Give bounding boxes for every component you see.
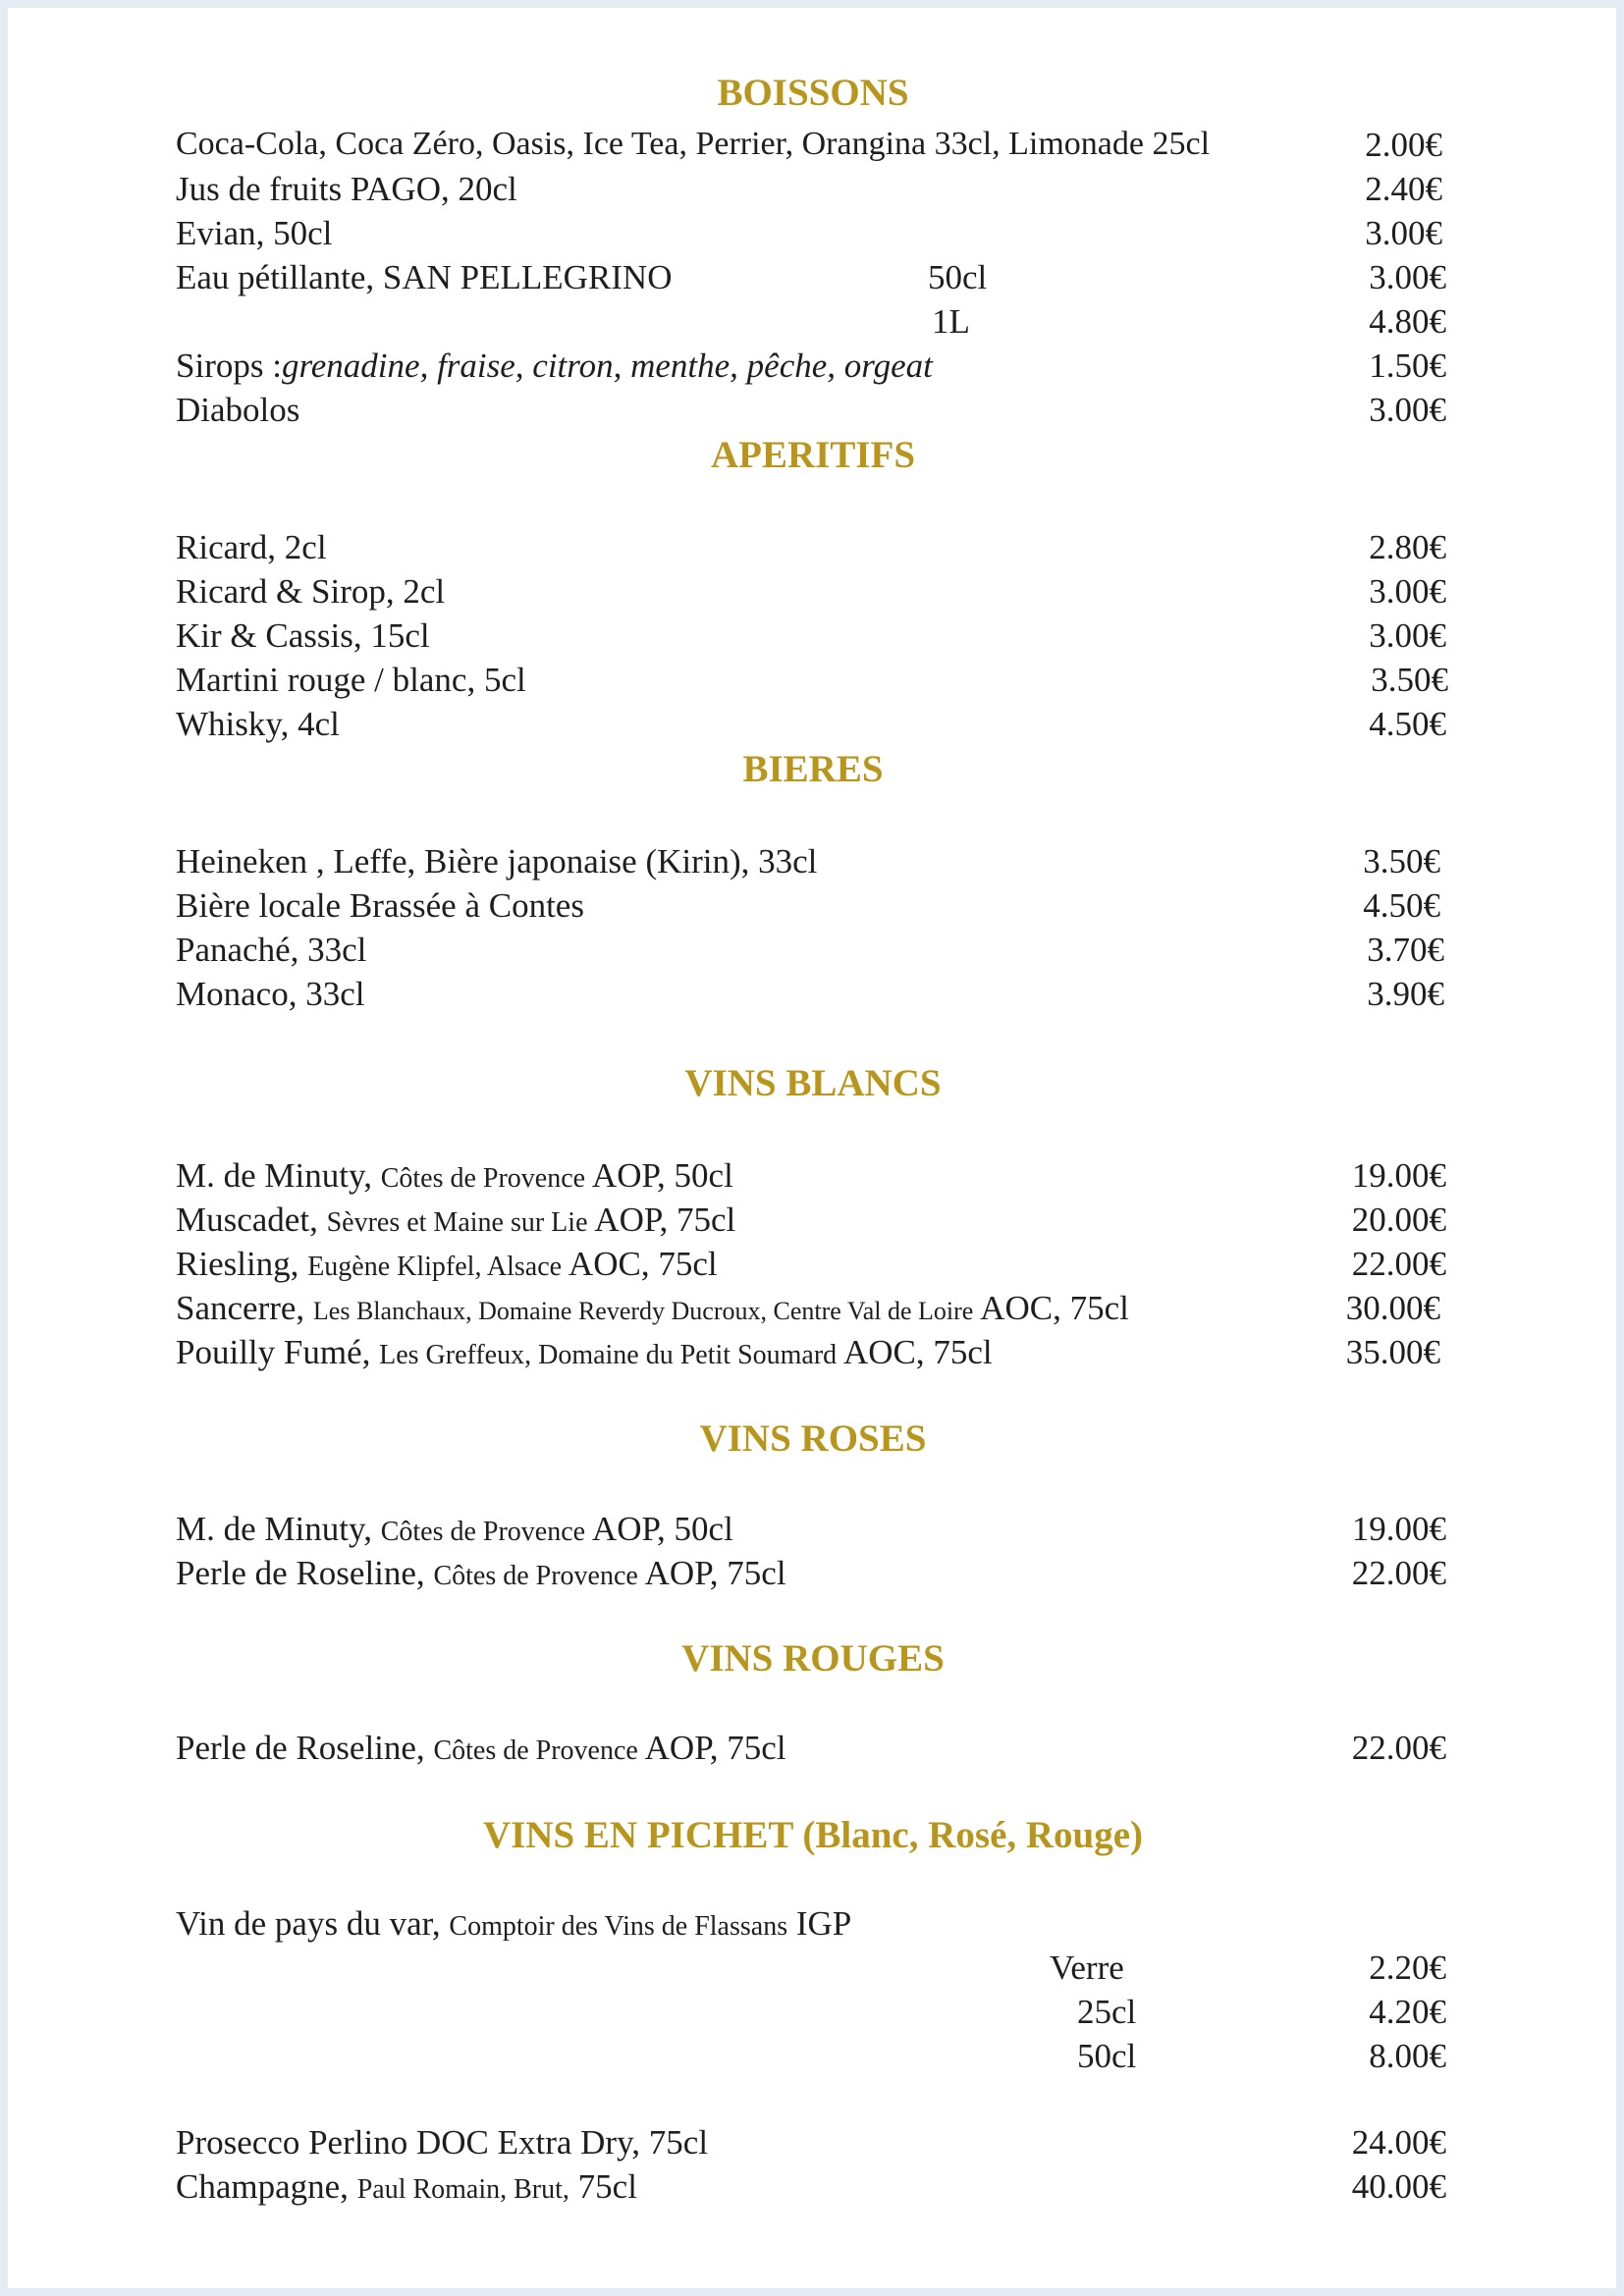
menu-item-price: 4.80€ [1369, 302, 1446, 341]
wine-name: Riesling, [176, 1245, 299, 1283]
menu-item-price: 3.00€ [1369, 616, 1446, 655]
menu-item-volume: 50cl [928, 258, 988, 296]
menu-item-price: 4.20€ [1369, 1993, 1446, 2031]
menu-item-vin-pays [176, 1906, 851, 1941]
menu-item-kir: Kir & Cassis, 15cl [176, 616, 430, 655]
wine-appellation: AOP, 50cl [591, 1510, 733, 1548]
menu-item-price: 4.50€ [1363, 886, 1440, 925]
wine-detail: Paul Romain, Brut, [356, 2174, 569, 2205]
wine-name: Champagne, [176, 2167, 349, 2206]
menu-item-price: 4.50€ [1369, 705, 1446, 743]
menu-item-sirops [176, 348, 933, 383]
menu-item-price: 20.00€ [1351, 1201, 1446, 1239]
menu-item-minuty-blanc [176, 1158, 733, 1193]
wine-appellation: 75cl [577, 2167, 637, 2206]
menu-item-price: 22.00€ [1351, 1729, 1446, 1767]
menu-item-roseline-rose [176, 1556, 786, 1590]
wine-appellation: AOC, 75cl [568, 1245, 718, 1283]
menu-item-price: 3.00€ [1369, 391, 1446, 429]
wine-appellation: AOC, 75cl [980, 1289, 1129, 1327]
menu-item-whisky: Whisky, 4cl [176, 705, 340, 743]
menu-item-pellegrino: Eau pétillante, SAN PELLEGRINO [176, 258, 673, 296]
menu-item-biere-locale: Bière locale Brassée à Contes [176, 886, 584, 925]
section-title-aperitifs: APERITIFS [710, 434, 916, 476]
menu-item-price: 1.50€ [1369, 347, 1446, 385]
wine-detail: Côtes de Provence [380, 1517, 586, 1547]
wine-appellation: AOP, 75cl [644, 1554, 786, 1592]
menu-item-price: 3.00€ [1369, 258, 1446, 296]
menu-item-volume: 50cl [1077, 2037, 1137, 2075]
wine-detail: Sèvres et Maine sur Lie [326, 1207, 588, 1238]
menu-item-price: 3.90€ [1367, 975, 1444, 1013]
wine-name: Sancerre, [176, 1289, 305, 1327]
wine-appellation: AOC, 75cl [843, 1333, 993, 1371]
menu-item-monaco: Monaco, 33cl [176, 975, 365, 1013]
wine-detail: Côtes de Provence [433, 1561, 638, 1591]
wine-appellation: AOP, 75cl [594, 1201, 736, 1239]
menu-item-price: 30.00€ [1345, 1289, 1440, 1327]
menu-item-price: 22.00€ [1351, 1554, 1446, 1592]
menu-item-price: 22.00€ [1351, 1245, 1446, 1283]
section-title-vins-pichet: VINS EN PICHET (Blanc, Rosé, Rouge) [482, 1814, 1144, 1856]
wine-name: Pouilly Fumé, [176, 1333, 371, 1371]
menu-item-volume: 25cl [1077, 1993, 1137, 2031]
menu-item-price: 3.00€ [1365, 214, 1442, 252]
menu-item-volume: Verre [1050, 1949, 1124, 1987]
wine-appellation: IGP [795, 1904, 852, 1943]
menu-item-price: 19.00€ [1351, 1510, 1446, 1548]
wine-detail: Eugène Klipfel, Alsace [307, 1252, 563, 1282]
menu-item-price: 2.40€ [1365, 170, 1442, 208]
wine-detail: Les Blanchaux, Domaine Reverdy Ducroux, Centre Val de Loire [312, 1297, 974, 1325]
menu-item-price: 2.20€ [1369, 1949, 1446, 1987]
menu-item-sodas: Coca-Cola, Coca Zéro, Oasis, Ice Tea, Perrier, Orangina 33cl, Limonade 25cl [176, 126, 1211, 162]
wine-name: Vin de pays du var, [176, 1904, 441, 1943]
menu-item-minuty-rose [176, 1512, 733, 1546]
sirops-label: Sirops : [176, 347, 282, 385]
menu-item-price: 19.00€ [1351, 1156, 1446, 1195]
section-title-vins-blancs: VINS BLANCS [684, 1062, 942, 1104]
menu-item-price: 3.50€ [1371, 661, 1448, 699]
menu-item-price: 8.00€ [1369, 2037, 1446, 2075]
menu-item-price: 3.50€ [1363, 842, 1440, 881]
wine-name: Perle de Roseline, [176, 1554, 425, 1592]
menu-item-price: 35.00€ [1345, 1333, 1440, 1371]
section-title-bieres: BIERES [742, 748, 884, 790]
menu-item-ricard-sirop: Ricard & Sirop, 2cl [176, 572, 446, 611]
wine-detail: Les Greffeux, Domaine du Petit Soumard [379, 1340, 838, 1370]
menu-item-pago: Jus de fruits PAGO, 20cl [176, 170, 517, 208]
menu-item-muscadet [176, 1202, 735, 1237]
menu-item-price: 2.80€ [1369, 528, 1446, 566]
menu-page [8, 8, 1616, 2288]
wine-detail: Comptoir des Vins de Flassans [449, 1911, 788, 1942]
wine-appellation: AOP, 75cl [644, 1729, 786, 1767]
menu-item-heineken: Heineken , Leffe, Bière japonaise (Kirin), 33cl [176, 842, 818, 881]
menu-item-price: 3.70€ [1367, 931, 1444, 969]
wine-appellation: AOP, 50cl [591, 1156, 733, 1195]
menu-item-price: 40.00€ [1351, 2167, 1446, 2206]
menu-item-ricard: Ricard, 2cl [176, 528, 327, 566]
wine-name: M. de Minuty, [176, 1156, 372, 1195]
wine-name: Muscadet, [176, 1201, 318, 1239]
menu-item-prosecco: Prosecco Perlino DOC Extra Dry, 75cl [176, 2123, 709, 2162]
menu-item-roseline-rouge [176, 1731, 786, 1765]
menu-item-evian: Evian, 50cl [176, 214, 333, 252]
menu-item-price: 3.00€ [1369, 572, 1446, 611]
menu-item-diabolos: Diabolos [176, 391, 300, 429]
menu-item-price: 2.00€ [1365, 126, 1442, 164]
section-title-vins-rouges: VINS ROUGES [681, 1637, 945, 1680]
menu-item-sancerre [176, 1291, 1129, 1325]
wine-name: Perle de Roseline, [176, 1729, 425, 1767]
menu-item-riesling [176, 1247, 718, 1281]
section-title-vins-roses: VINS ROSES [699, 1417, 927, 1460]
menu-item-martini: Martini rouge / blanc, 5cl [176, 661, 526, 699]
wine-name: M. de Minuty, [176, 1510, 372, 1548]
menu-item-pouilly [176, 1335, 993, 1369]
menu-item-price: 24.00€ [1351, 2123, 1446, 2162]
sirops-flavors: grenadine, fraise, citron, menthe, pêche, orgeat [281, 347, 933, 385]
wine-detail: Côtes de Provence [380, 1163, 586, 1194]
menu-item-panache: Panaché, 33cl [176, 931, 367, 969]
section-title-boissons: BOISSONS [717, 72, 909, 114]
menu-item-champagne [176, 2169, 637, 2204]
menu-item-volume: 1L [932, 302, 970, 341]
wine-detail: Côtes de Provence [433, 1735, 638, 1766]
